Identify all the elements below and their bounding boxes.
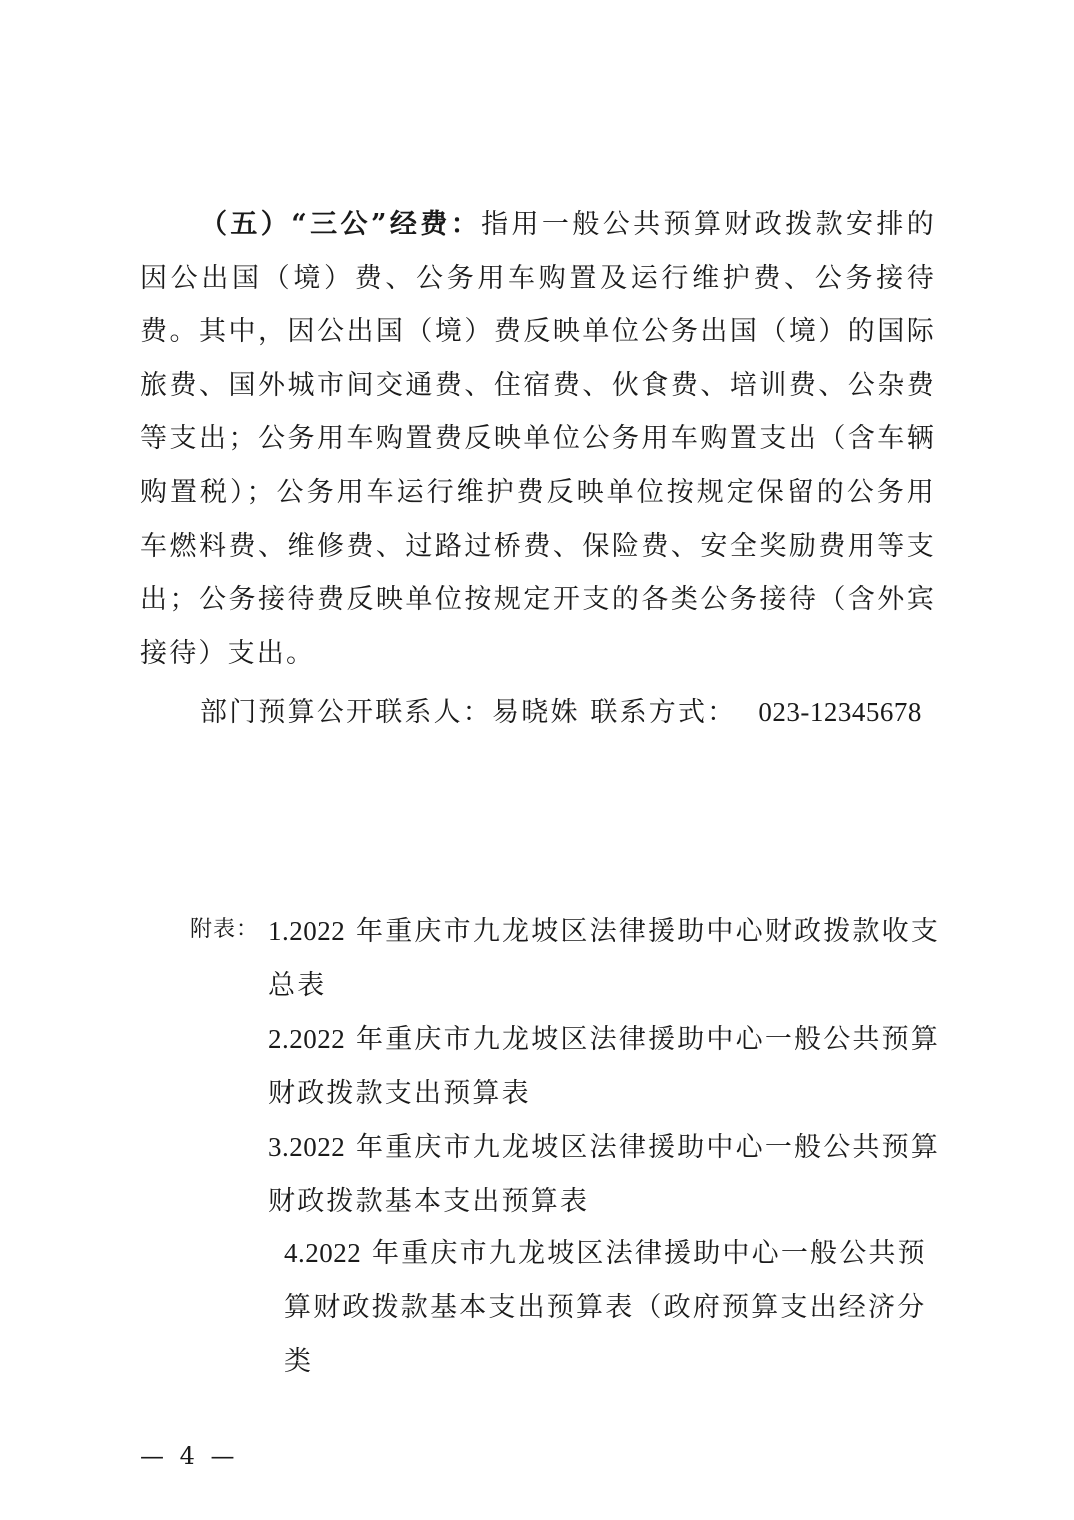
attachment-item — [268, 904, 948, 1013]
contact-line — [200, 690, 960, 735]
page-number: — 4 — — [140, 1442, 239, 1470]
attachment-item — [268, 1012, 948, 1121]
contact-label: 部门预算公开联系人：易晓姝 联系方式： — [200, 697, 737, 728]
attachment-number: 3.2022 — [268, 1132, 346, 1162]
attachments-label: 附表： — [190, 917, 260, 942]
attachment-item — [284, 1226, 944, 1389]
attachment-number: 1.2022 — [268, 916, 346, 946]
attachment-number: 2.2022 — [268, 1024, 346, 1054]
attachment-item — [268, 1120, 948, 1229]
attachment-title: 年重庆市九龙坡区法律援助中心一般公共预算财政拨款基本支出预算表（政府预算支出经济分类 — [284, 1238, 927, 1377]
section-body: 指用一般公共预算财政拨款安排的因公出国（境）费、公务用车购置及运行维护费、公务接待费。其中，因公出国（境）费反映单位公务出国（境）的国际旅费、国外城市间交通费、住宿费、伙食费、培训费、公杂费等支出；公务用车购置费反映单位公务用车购置支出（含车辆购置税）；公务用车运行维护费反映单位按规定保留的公务用车燃料费、维修费、过路过桥费、保险费、安全奖励费用等支出；公务接待费反映单位按规定开支的各类公务接待（含外宾接待）支出。 — [140, 209, 937, 669]
three-public-expenses-paragraph — [140, 198, 936, 680]
attachment-number: 4.2022 — [284, 1238, 362, 1268]
attachment-title: 年重庆市九龙坡区法律援助中心一般公共预算财政拨款支出预算表 — [268, 1024, 941, 1109]
section-heading: （五）“三公”经费： — [200, 209, 482, 240]
contact-phone: 023-12345678 — [758, 697, 922, 727]
attachment-title: 年重庆市九龙坡区法律援助中心财政拨款收支总表 — [268, 916, 941, 1001]
attachment-title: 年重庆市九龙坡区法律援助中心一般公共预算财政拨款基本支出预算表 — [268, 1132, 941, 1217]
